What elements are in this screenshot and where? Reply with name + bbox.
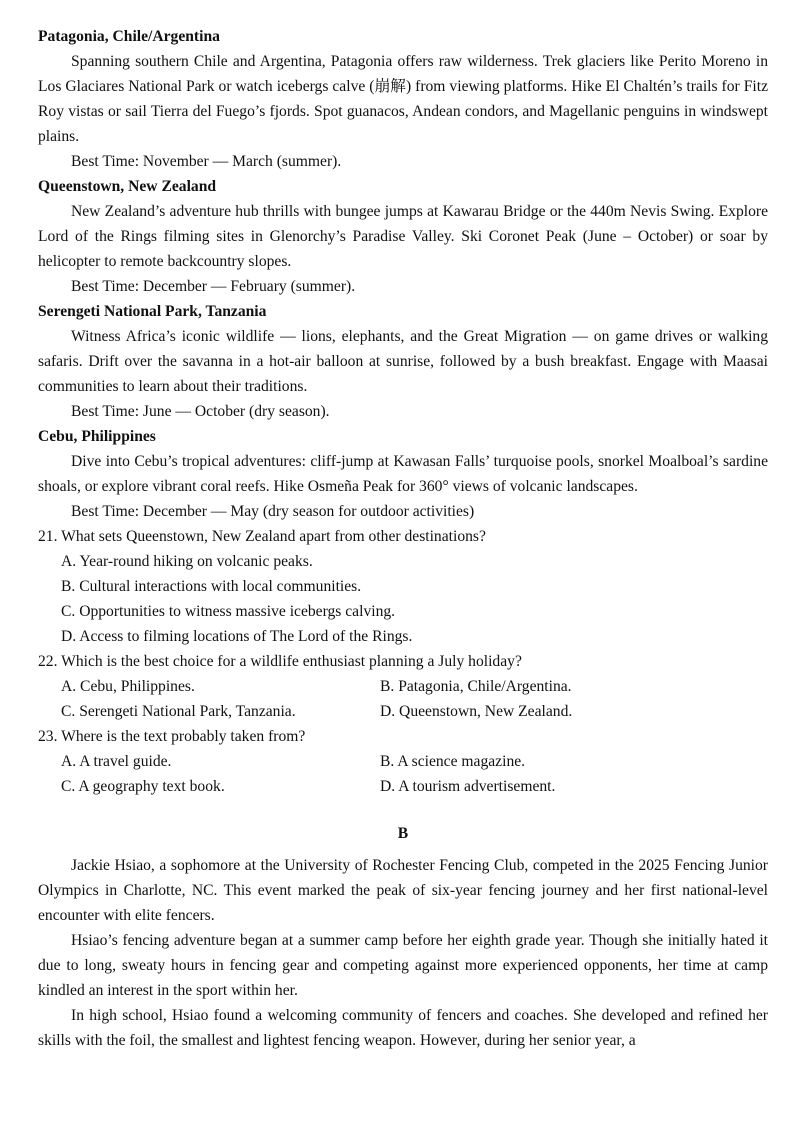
passage-heading-patagonia: Patagonia, Chile/Argentina bbox=[38, 28, 220, 45]
q23-option-c: C. A geography text book. bbox=[61, 778, 225, 795]
exam-page bbox=[38, 24, 768, 1053]
q21-option-d: D. Access to filming locations of The Lord of the Rings. bbox=[61, 628, 413, 645]
q23-option-b: B. A science magazine. bbox=[380, 753, 526, 770]
section-b-paragraph-1: Jackie Hsiao, a sophomore at the University of Rochester Fencing Club, competed in the 2025 Fencing Junior Olympics in Charlotte, NC. This event marked the peak of six-year fencing journey and her first national-level encounter with elite fencers. bbox=[38, 857, 768, 924]
q22-option-d: D. Queenstown, New Zealand. bbox=[380, 703, 573, 720]
passage-body-patagonia: Spanning southern Chile and Argentina, Patagonia offers raw wilderness. Trek glaciers like Perito Moreno in Los Glaciares National Park or watch icebergs calve (崩解) from viewing platforms. Hike El Chaltén’s trails for Fitz Roy vistas or sail Tierra del Fuego’s fjords. Spot guanacos, Andean condors, and Magellanic penguins in windswept plains. bbox=[38, 53, 768, 145]
passage-body-serengeti: Witness Africa’s iconic wildlife — lions, elephants, and the Great Migration — on game drives or walking safaris. Drift over the savanna in a hot-air balloon at sunrise, followed by a bush breakfast. Engage with Maasai communities to learn about their traditions. bbox=[38, 328, 768, 395]
best-time-cebu: Best Time: December — May (dry season for outdoor activities) bbox=[71, 503, 475, 520]
q23-options-row-1 bbox=[38, 749, 768, 774]
q22-options-row-2 bbox=[38, 699, 768, 724]
q22-option-a: A. Cebu, Philippines. bbox=[61, 678, 195, 695]
q22-option-b: B. Patagonia, Chile/Argentina. bbox=[380, 678, 572, 695]
question-22: 22. Which is the best choice for a wildlife enthusiast planning a July holiday? bbox=[38, 653, 522, 670]
section-b-label: B bbox=[397, 825, 409, 842]
passage-heading-serengeti: Serengeti National Park, Tanzania bbox=[38, 303, 267, 320]
q22-option-c: C. Serengeti National Park, Tanzania. bbox=[61, 703, 296, 720]
section-b-paragraph-2: Hsiao’s fencing adventure began at a summer camp before her eighth grade year. Though she initially hated it due to long, sweaty hours in fencing gear and competing against more experienced opponents, her time at camp kindled an interest in the sport within her. bbox=[38, 932, 768, 999]
q23-option-d: D. A tourism advertisement. bbox=[380, 778, 556, 795]
q23-option-a: A. A travel guide. bbox=[61, 753, 172, 770]
passage-heading-queenstown: Queenstown, New Zealand bbox=[38, 178, 217, 195]
question-21: 21. What sets Queenstown, New Zealand apart from other destinations? bbox=[38, 528, 486, 545]
q21-option-b: B. Cultural interactions with local communities. bbox=[61, 578, 362, 595]
q21-option-a: A. Year-round hiking on volcanic peaks. bbox=[61, 553, 313, 570]
q21-option-c: C. Opportunities to witness massive icebergs calving. bbox=[61, 603, 396, 620]
q22-options-row-1 bbox=[38, 674, 768, 699]
passage-body-cebu: Dive into Cebu’s tropical adventures: cliff-jump at Kawasan Falls’ turquoise pools, snorkel Moalboal’s sardine shoals, or explore vibrant coral reefs. Hike Osmeña Peak for 360° views of volcanic landscapes. bbox=[38, 453, 768, 495]
best-time-serengeti: Best Time: June — October (dry season). bbox=[71, 403, 330, 420]
best-time-queenstown: Best Time: December — February (summer). bbox=[71, 278, 356, 295]
best-time-patagonia: Best Time: November — March (summer). bbox=[71, 153, 342, 170]
q23-options-row-2 bbox=[38, 774, 768, 799]
passage-body-queenstown: New Zealand’s adventure hub thrills with bungee jumps at Kawarau Bridge or the 440m Nevis Swing. Explore Lord of the Rings filming sites in Glenorchy’s Paradise Valley. Ski Coronet Peak (June – October) or soar by helicopter to remote backcountry slopes. bbox=[38, 203, 768, 270]
question-23: 23. Where is the text probably taken from? bbox=[38, 728, 306, 745]
section-b-paragraph-3: In high school, Hsiao found a welcoming community of fencers and coaches. She developed and refined her skills with the foil, the smallest and lightest fencing weapon. However, during her senior year, a bbox=[38, 1007, 768, 1049]
passage-heading-cebu: Cebu, Philippines bbox=[38, 428, 156, 445]
